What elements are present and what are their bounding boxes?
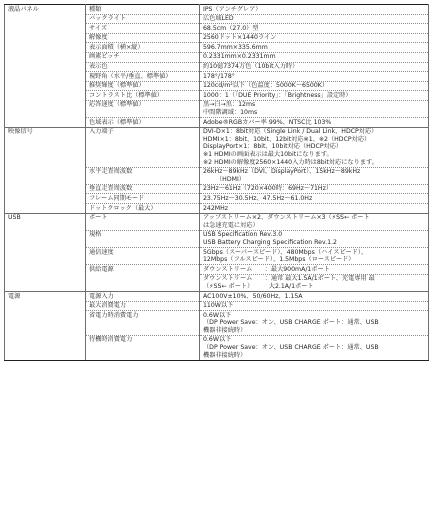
spec-row xyxy=(5,24,429,34)
spec-label: 垂直走査周波数 xyxy=(86,184,200,194)
spec-row xyxy=(5,292,429,302)
spec-row xyxy=(5,72,429,82)
spec-value-line: 110W以下 xyxy=(203,302,234,310)
spec-value-line: 596.7mm×335.6mm xyxy=(203,43,268,51)
section-category-spacer xyxy=(5,301,86,311)
spec-value xyxy=(200,274,429,291)
section-category-spacer xyxy=(5,14,86,24)
spec-value-line: USB Specification Rev.3.0 xyxy=(203,231,283,239)
section-category-spacer xyxy=(5,118,86,128)
spec-label: ドットクロック（最大） xyxy=(86,204,200,214)
spec-label: 待機時消費電力 xyxy=(86,335,200,360)
spec-row xyxy=(5,14,429,24)
spec-value xyxy=(200,81,429,91)
spec-value-line: 68.5cm（27.0）型 xyxy=(203,24,259,32)
spec-value-line: 5Gbps（スーパースピード）、480Mbps（ハイスピード）、 xyxy=(203,248,368,256)
spec-value xyxy=(200,301,429,311)
spec-value xyxy=(200,100,429,117)
section-category-spacer xyxy=(5,62,86,72)
spec-value-line: 242MHz xyxy=(203,204,229,212)
spec-row xyxy=(5,91,429,101)
spec-value-line: DisplayPort×1：8bit、10bit対応（HDCP対応） xyxy=(203,143,343,151)
spec-value xyxy=(200,248,429,265)
section-category-spacer xyxy=(5,311,86,336)
section-category-spacer xyxy=(5,81,86,91)
section-category-spacer xyxy=(5,72,86,82)
spec-row xyxy=(5,167,429,184)
spec-row xyxy=(5,184,429,194)
spec-value-line: （HDMI） xyxy=(216,175,245,183)
spec-row xyxy=(5,230,429,247)
spec-value-line: アップストリーム×2、ダウンストリーム×3（⚡SS← ポート xyxy=(203,214,370,222)
spec-value-line: Adobe®RGBカバー率 99%、NTSC比 103% xyxy=(203,118,332,126)
spec-value xyxy=(200,52,429,62)
spec-row xyxy=(5,213,429,230)
spec-label: 解像度 xyxy=(86,33,200,43)
section-category-spacer xyxy=(5,335,86,360)
spec-value xyxy=(200,335,429,360)
spec-row xyxy=(5,204,429,214)
spec-value xyxy=(200,43,429,53)
spec-label: コントラスト比（標準値） xyxy=(86,91,200,101)
spec-label: 種類 xyxy=(86,5,200,15)
spec-value-line: 12Mbps（フルスピード）、1.5Mbps（ロースピード） xyxy=(203,256,355,264)
spec-value xyxy=(200,194,429,204)
section-category-spacer xyxy=(5,43,86,53)
spec-value xyxy=(200,33,429,43)
spec-label: 規格 xyxy=(86,230,200,247)
section-category-spacer xyxy=(5,248,86,265)
spec-value-line: 23.75Hz〜30.5Hz、47.5Hz〜61.0Hz xyxy=(203,194,313,202)
spec-value-line: は急速充電に対応） xyxy=(203,221,259,229)
spec-value xyxy=(200,265,429,275)
spec-value-line: ※2 HDMIの解像度2560×1440入力時は8bit対応になります。 xyxy=(203,158,378,166)
spec-label: 供給電源 xyxy=(86,265,200,275)
spec-value xyxy=(200,24,429,34)
spec-value xyxy=(200,62,429,72)
spec-value-line: DVI-D×1：8bit対応（Single Link / Dual Link、HDCP対応） xyxy=(203,128,378,136)
spec-value-line: ※1 HDMIの画面表示は最大10bitになります。 xyxy=(203,151,333,158)
spec-value-line: ダウンストリーム ：最大900mA/1ポート xyxy=(203,265,330,273)
spec-value-line: 26kHz〜89kHz（DVI、DisplayPort）、15kHz〜89kHz xyxy=(203,168,361,176)
spec-value-line: AC100V±10%、50/60Hz、1.15A xyxy=(203,292,303,300)
spec-value-line: 約10億7374万色（10bit入力時） xyxy=(203,63,299,71)
section-category-spacer xyxy=(5,91,86,101)
section-category-spacer xyxy=(5,100,86,117)
section-category-spacer xyxy=(5,230,86,247)
spec-value xyxy=(200,204,429,214)
section-category-spacer xyxy=(5,33,86,43)
spec-label: 入力端子 xyxy=(86,127,200,167)
spec-value xyxy=(200,311,429,336)
spec-value-line: 23Hz〜61Hz（720×400時：69Hz〜71Hz） xyxy=(203,185,333,193)
section-category-spacer xyxy=(5,274,86,291)
spec-value xyxy=(200,184,429,194)
spec-row xyxy=(5,43,429,53)
spec-value-line: 1000：1（「DUE Priority」：「Brightness」設定時） xyxy=(203,91,352,99)
section-category-spacer xyxy=(5,24,86,34)
spec-value-line: 機器非接続時） xyxy=(203,326,247,334)
section-category: 電源 xyxy=(5,292,86,302)
spec-value xyxy=(200,213,429,230)
spec-label: 通信速度 xyxy=(86,248,200,265)
spec-value xyxy=(200,14,429,24)
spec-value xyxy=(200,5,429,15)
spec-row xyxy=(5,118,429,128)
spec-value xyxy=(200,118,429,128)
spec-row xyxy=(5,194,429,204)
spec-label: 画素ピッチ xyxy=(86,52,200,62)
spec-value xyxy=(200,167,429,184)
spec-label: 表示色 xyxy=(86,62,200,72)
spec-value-line: ダウンストリーム ：通常 最大1.5A/1ポート、充電専用 最 xyxy=(203,275,375,283)
spec-value-line: 0.2331mm×0.2331mm xyxy=(203,53,276,61)
spec-row xyxy=(5,5,429,15)
spec-table xyxy=(4,4,429,361)
spec-label xyxy=(86,274,200,291)
section-category-spacer xyxy=(5,167,86,184)
spec-label: フレーム同期モード xyxy=(86,194,200,204)
spec-label: 視野角（水平/垂直、標準値） xyxy=(86,72,200,82)
spec-label: バックライト xyxy=(86,14,200,24)
spec-value-line: 178°/178° xyxy=(203,72,235,80)
spec-value xyxy=(200,72,429,82)
spec-label: 電源入力 xyxy=(86,292,200,302)
spec-value-line: 120cd/m²以下（色温度：5000K〜6500K） xyxy=(203,82,329,90)
spec-label: サイズ xyxy=(86,24,200,34)
spec-value-line: 0.6W以下 xyxy=(203,336,232,344)
spec-value-line: （DP Power Save：オン、USB CHARGE ポート：通常、USB xyxy=(203,319,379,327)
spec-value-line: 2560ドット×1440ライン xyxy=(203,34,277,42)
spec-row xyxy=(5,248,429,265)
spec-sheet xyxy=(4,4,428,361)
spec-row xyxy=(5,311,429,336)
section-category-spacer xyxy=(5,204,86,214)
spec-label: 省電力時消費電力 xyxy=(86,311,200,336)
spec-value-line: IPS（アンチグレア） xyxy=(203,5,262,13)
spec-label: 水平走査周波数 xyxy=(86,167,200,184)
spec-value-line: 中間階調域：10ms xyxy=(203,109,258,117)
spec-value-line: 黒→白→黒：12ms xyxy=(203,101,256,109)
spec-value-line: 機器非接続時） xyxy=(203,351,247,359)
spec-row xyxy=(5,335,429,360)
spec-value xyxy=(200,91,429,101)
spec-value-line: USB Battery Charging Specification Rev.1.2 xyxy=(203,238,337,246)
spec-label: 色域表示（標準値） xyxy=(86,118,200,128)
spec-value-line: 0.6W以下 xyxy=(203,311,232,319)
spec-row xyxy=(5,52,429,62)
spec-value-line: HDMI×1：8bit、10bit、12bit対応※1、※2（HDCP対応） xyxy=(203,135,371,143)
spec-value xyxy=(200,127,429,167)
spec-value-line: （DP Power Save：オン、USB CHARGE ポート：通常、USB xyxy=(203,344,379,352)
spec-row xyxy=(5,301,429,311)
spec-row xyxy=(5,100,429,117)
spec-label: 表示面積（横×縦） xyxy=(86,43,200,53)
spec-row xyxy=(5,81,429,91)
section-category-spacer xyxy=(5,265,86,275)
spec-label: 最大消費電力 xyxy=(86,301,200,311)
spec-row xyxy=(5,33,429,43)
section-category-spacer xyxy=(5,52,86,62)
spec-label: 応答速度（標準値） xyxy=(86,100,200,117)
spec-value xyxy=(200,230,429,247)
spec-row xyxy=(5,274,429,291)
spec-row xyxy=(5,265,429,275)
spec-value-line: （⚡SS← ポート） 大2.1A/1ポート xyxy=(203,282,314,290)
section-category: 映像信号 xyxy=(5,127,86,167)
spec-label: ポート xyxy=(86,213,200,230)
spec-row xyxy=(5,62,429,72)
section-category: USB xyxy=(5,213,86,230)
spec-row xyxy=(5,127,429,167)
spec-value xyxy=(200,292,429,302)
spec-value-line: 広色域LED xyxy=(203,15,234,23)
section-category: 液晶パネル xyxy=(5,5,86,15)
section-category-spacer xyxy=(5,194,86,204)
spec-label: 推奨輝度（標準値） xyxy=(86,81,200,91)
section-category-spacer xyxy=(5,184,86,194)
